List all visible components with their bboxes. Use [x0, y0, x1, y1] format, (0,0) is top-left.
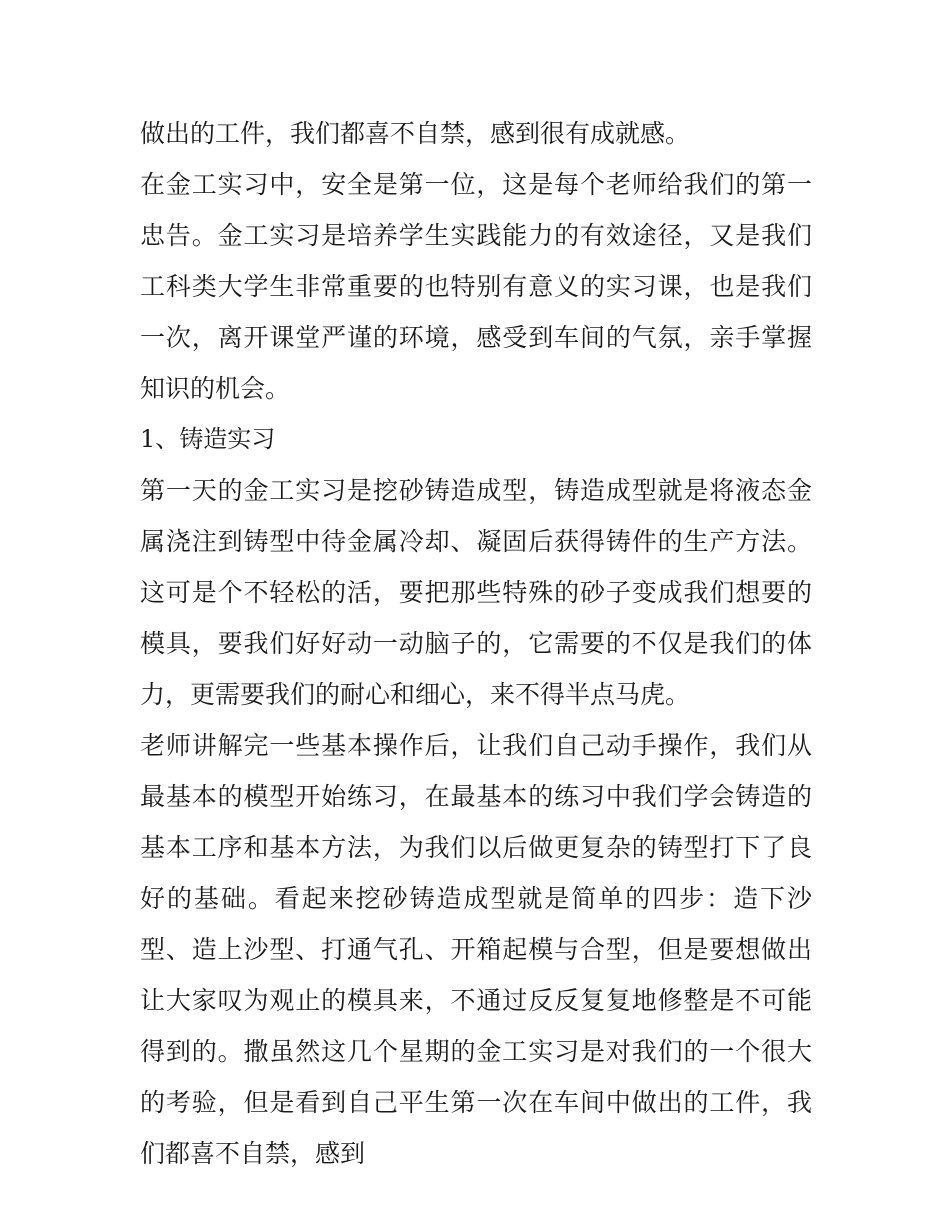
paragraph-continuation: 做出的工件，我们都喜不自禁，感到很有成就感。 — [140, 119, 691, 148]
paragraph-safety: 在金工实习中，安全是第一位，这是每个老师给我们的第一忠告。金工实习是培养学生实践能力的有效途径，又是我们工科类大学生非常重要的也特别有意义的实习课，也是我们一次，离开课堂严谨的环境，感受到车间的气氛，亲手掌握知识的机会。 — [140, 170, 812, 403]
document-body — [140, 108, 812, 1179]
paragraph-casting-intro: 第一天的金工实习是挖砂铸造成型，铸造成型就是将液态金属浇注到铸型中待金属冷却、凝固后获得铸件的生产方法。这可是个不轻松的活，要把那些特殊的砂子变成我们想要的模具，要我们好好动一动脑子的，它需要的不仅是我们的体力，更需要我们的耐心和细心，来不得半点马虎。 — [140, 476, 812, 709]
paragraph-casting-practice: 老师讲解完一些基本操作后，让我们自己动手操作，我们从最基本的模型开始练习，在最基本的练习中我们学会铸造的基本工序和基本方法，为我们以后做更复杂的铸型打下了良好的基础。看起来挖砂铸造成型就是简单的四步：造下沙型、造上沙型、打通气孔、开箱起模与合型，但是要想做出让大家叹为观止的模具来，不通过反反复复地修整是不可能得到的。撒虽然这几个星期的金工实习是对我们的一个很大的考验，但是看到自己平生第一次在车间中做出的工件，我们都喜不自禁，感到 — [140, 731, 812, 1168]
section-heading-casting: 1、铸造实习 — [140, 425, 276, 453]
